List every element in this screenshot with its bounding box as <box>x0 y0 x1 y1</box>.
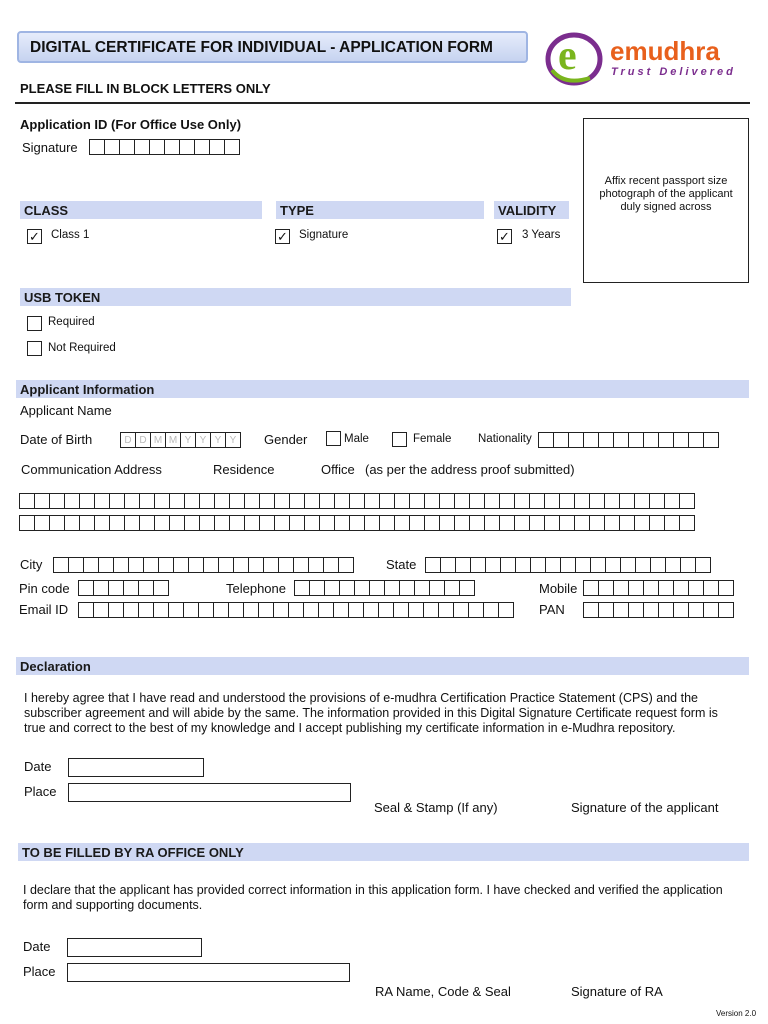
nationality-boxes[interactable] <box>538 432 718 448</box>
usb-band: USB TOKEN <box>20 288 571 306</box>
address-note: (as per the address proof submitted) <box>365 462 575 477</box>
signature-type-checkbox[interactable]: ✓ <box>275 229 290 244</box>
ra-seal-label: RA Name, Code & Seal <box>375 984 511 999</box>
ra-declaration-text: I declare that the applicant has provided correct information in this application form. I have checked and verified the application form and supporting documents. <box>23 883 723 912</box>
form-title: DIGITAL CERTIFICATE FOR INDIVIDUAL - APPLICATION FORM <box>30 39 493 56</box>
usb-required-label: Required <box>48 316 95 328</box>
declaration-band: Declaration <box>16 657 749 675</box>
ra-place-field[interactable] <box>67 963 350 982</box>
usb-not-required-checkbox[interactable] <box>27 341 42 356</box>
declaration-date-field[interactable] <box>68 758 204 777</box>
pin-code-label: Pin code <box>19 581 70 596</box>
emudhra-logo <box>544 30 759 88</box>
female-label: Female <box>413 433 452 445</box>
declaration-text: I hereby agree that I have read and understood the provisions of e-mudhra Certification Practice Statement (CPS) and the subscriber agreement and will abide by the same. The information provided in this Digital Signature Certificate request form is true and correct to the best of my knowledge and I accept publishing my certificate information in e-Mudhra repository. <box>24 691 718 735</box>
telephone-label: Telephone <box>226 581 286 596</box>
photo-box <box>583 118 749 283</box>
validity-band: VALIDITY <box>494 201 569 219</box>
declaration-place-label: Place <box>24 784 57 799</box>
usb-not-required-label: Not Required <box>48 342 116 354</box>
application-id-label: Application ID (For Office Use Only) <box>20 117 242 132</box>
dob-boxes[interactable]: D D M M Y Y Y Y <box>120 432 240 448</box>
usb-required-checkbox[interactable] <box>27 316 42 331</box>
city-label: City <box>20 557 43 572</box>
photo-note: Affix recent passport size photograph of the applicant duly signed across <box>599 175 733 213</box>
applicant-name-label: Applicant Name <box>20 403 112 418</box>
ra-date-label: Date <box>23 939 51 954</box>
applicant-band: Applicant Information <box>16 380 749 398</box>
pin-code-boxes[interactable] <box>78 580 168 596</box>
logo-letter: e <box>558 33 577 79</box>
logo-name: emudhra <box>610 36 720 66</box>
form-title-box <box>17 31 528 63</box>
residence-label: Residence <box>213 462 275 477</box>
nationality-label: Nationality <box>478 433 532 445</box>
dob-label: Date of Birth <box>20 432 93 447</box>
mobile-boxes[interactable] <box>583 580 733 596</box>
class-band: CLASS <box>20 201 262 219</box>
declaration-place-field[interactable] <box>68 783 351 802</box>
gender-label: Gender <box>264 432 308 447</box>
signature-boxes[interactable] <box>89 139 239 155</box>
validity-checkbox[interactable]: ✓ <box>497 229 512 244</box>
header-divider <box>15 102 750 104</box>
class1-checkbox[interactable]: ✓ <box>27 229 42 244</box>
ra-place-label: Place <box>23 964 56 979</box>
email-boxes[interactable] <box>78 602 513 618</box>
state-label: State <box>386 557 417 572</box>
email-label: Email ID <box>19 602 69 617</box>
ra-date-field[interactable] <box>67 938 202 957</box>
signature-label: Signature <box>22 140 78 155</box>
signature-type-label: Signature <box>299 229 349 241</box>
applicant-signature-label: Signature of the applicant <box>571 800 719 815</box>
validity-label: 3 Years <box>522 229 561 241</box>
class1-label: Class 1 <box>51 229 90 241</box>
pan-label: PAN <box>539 602 565 617</box>
address-line-2-boxes[interactable] <box>19 515 694 531</box>
address-line-1-boxes[interactable] <box>19 493 694 509</box>
version-label: Version 2.0 <box>716 1009 757 1018</box>
seal-stamp-label: Seal & Stamp (If any) <box>374 800 498 815</box>
communication-address-label: Communication Address <box>21 462 162 477</box>
telephone-boxes[interactable] <box>294 580 474 596</box>
block-letters-note: PLEASE FILL IN BLOCK LETTERS ONLY <box>20 81 271 96</box>
office-label: Office <box>321 462 355 477</box>
city-boxes[interactable] <box>53 557 353 573</box>
pan-boxes[interactable] <box>583 602 733 618</box>
male-label: Male <box>344 433 369 445</box>
female-checkbox[interactable] <box>392 432 407 447</box>
state-boxes[interactable] <box>425 557 710 573</box>
ra-band: TO BE FILLED BY RA OFFICE ONLY <box>18 843 749 861</box>
logo-tagline: Trust Delivered <box>611 66 736 78</box>
male-checkbox[interactable] <box>326 431 341 446</box>
ra-signature-label: Signature of RA <box>571 984 663 999</box>
declaration-date-label: Date <box>24 759 52 774</box>
mobile-label: Mobile <box>539 581 578 596</box>
type-band: TYPE <box>276 201 484 219</box>
